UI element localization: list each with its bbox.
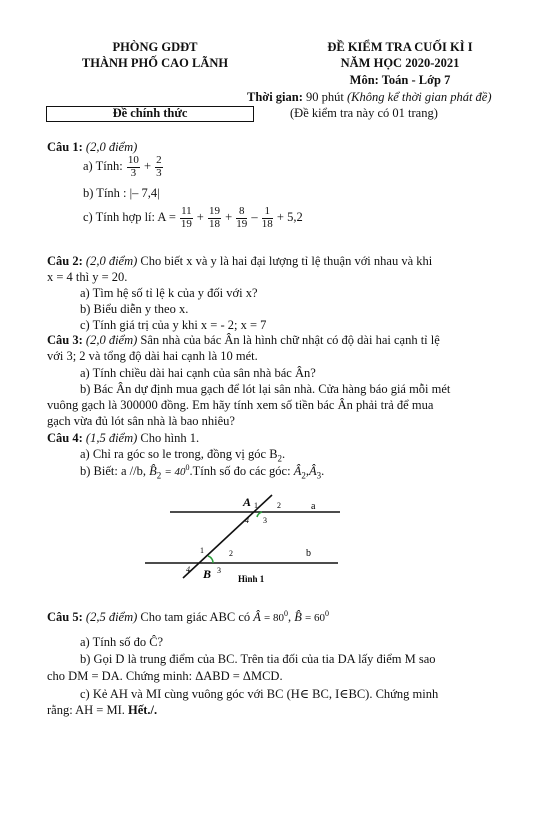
- q2-title: Câu 2:: [47, 254, 83, 268]
- angle-b2-label: 2: [229, 549, 233, 558]
- angle-a3-label: 3: [263, 516, 267, 525]
- angle-b1-label: 1: [200, 546, 204, 555]
- q2-b: b) Biểu diễn y theo x.: [80, 302, 189, 316]
- q4-a: a) Chỉ ra góc so le trong, đồng vị góc $B_2$.: [80, 447, 286, 464]
- q1-points: (2,0 điểm): [85, 140, 138, 154]
- q5-c2: rằng: AH = MI. Hết./.: [47, 703, 158, 717]
- point-b-label: B: [203, 567, 212, 581]
- angle-b3-label: 3: [217, 566, 221, 575]
- q5-c1: c) Kẻ AH và MI cùng vuông góc với BC (H∈ BC, I∈BC). Chứng minh: [80, 687, 439, 701]
- q4-heading: Câu 4: (1,5 điểm) Cho hình 1.: [47, 431, 200, 445]
- q1-c-label: c) Tính hợp lí: A =: [83, 209, 176, 224]
- q1-title: Câu 1:: [47, 140, 83, 154]
- q2-c: c) Tính giá trị của y khi x = - 2; x = 7: [80, 318, 267, 332]
- q3-title: Câu 3:: [47, 333, 83, 347]
- transversal: [183, 495, 272, 578]
- exam-title: ĐỀ KIỂM TRA CUỐI KÌ I: [327, 40, 473, 54]
- q1-b-expr: |– 7,4|: [129, 186, 160, 200]
- fraction: $\frac{11}{19}$: [180, 205, 192, 230]
- q3-b2: vuông gạch là 300000 đồng. Em hãy tính xem số tiền bác Ân phải trả để mua: [47, 398, 434, 412]
- line-a-label: a: [311, 501, 316, 512]
- q2-line1: Câu 2: (2,0 điểm) Cho biết x và y là hai đại lượng tỉ lệ thuận với nhau và khi: [47, 254, 433, 268]
- subject: Môn: Toán - Lớp 7: [349, 73, 451, 87]
- time-value: 90 phút: [306, 90, 344, 104]
- fraction: $\frac{1}{18}$: [261, 205, 273, 230]
- q2-line2: x = 4 thì y = 20.: [47, 270, 128, 284]
- q2-a: a) Tìm hệ số tỉ lệ k của y đối với x?: [80, 286, 258, 300]
- q5-a: a) Tính số đo Ĉ?: [80, 635, 164, 649]
- q2-points: (2,0 điểm): [85, 254, 138, 268]
- header-department: PHÒNG GDĐT: [112, 40, 198, 54]
- end-mark: Hết./.: [128, 703, 158, 717]
- q3-line2: với 3; 2 và tổng độ dài hai cạnh là 10 mét.: [47, 349, 258, 363]
- school-year: NĂM HỌC 2020-2021: [340, 56, 460, 70]
- q5-b2: cho DM = DA. Chứng minh: ΔABD = ΔMCD.: [47, 669, 283, 683]
- line-b-label: b: [306, 548, 311, 559]
- angle-a4-label: 4: [245, 516, 249, 525]
- figure-caption: Hình 1: [238, 574, 265, 584]
- q4-points: (1,5 điểm): [85, 431, 138, 445]
- q1-b-label: b) Tính :: [83, 186, 127, 200]
- q1-a: a) Tính: $\frac{10}{3}$ + $\frac{2}{3}$: [83, 154, 162, 179]
- angle-b-arc: [208, 556, 213, 563]
- q5-title: Câu 5:: [47, 610, 83, 625]
- q4-title: Câu 4:: [47, 431, 83, 445]
- q5-points: (2,5 điểm): [85, 610, 138, 625]
- q3-a: a) Tính chiều dài hai cạnh của sân nhà bác Ân?: [80, 366, 316, 380]
- point-a-label: A: [243, 495, 252, 509]
- time-note: (Không kể thời gian phát đề): [347, 90, 492, 104]
- q3-line1: Câu 3: (2,0 điểm) Sân nhà của bác Ân là hình chữ nhật có độ dài hai cạnh tỉ lệ: [47, 333, 440, 347]
- official-label: Đề chính thức: [112, 106, 188, 120]
- fraction: $\frac{8}{19}$: [236, 205, 248, 230]
- q3-points: (2,0 điểm): [85, 333, 138, 347]
- fraction: $\frac{19}{18}$: [208, 205, 220, 230]
- time-label: Thời gian:: [247, 90, 303, 104]
- pages-note: (Đề kiểm tra này có 01 trang): [290, 106, 438, 120]
- fraction: $\frac{2}{3}$: [156, 154, 162, 179]
- header-city: THÀNH PHỐ CAO LÃNH: [81, 56, 229, 70]
- q5-b1: b) Gọi D là trung điểm của BC. Trên tia đối của tia DA lấy điểm M sao: [80, 652, 436, 666]
- q3-b3: gạch vừa đủ lót sân nhà là bao nhiêu?: [47, 414, 235, 428]
- angle-a1-label: 1: [254, 501, 258, 510]
- angle-a2-label: 2: [277, 501, 281, 510]
- q3-b1: b) Bác Ân dự định mua gạch để lót lại sân nhà. Cửa hàng báo giá mỗi mét: [80, 382, 451, 396]
- q5-heading: Câu 5: (2,5 điểm) Cho tam giác ABC có Â = $80^0$, B̂ = $60^0$: [47, 609, 329, 625]
- q1-c: c) Tính hợp lí: A = $\frac{11}{19}$ + $\frac{19}{18}$ + $\frac{8}{19}$ – $\frac{1}{18}$ + 5,2: [83, 205, 303, 230]
- q1-a-label: a) Tính:: [83, 158, 123, 173]
- fraction: $\frac{10}{3}$: [127, 154, 139, 179]
- angle-b4-label: 4: [186, 565, 190, 574]
- q4-b: b) Biết: a //b, $B̂_2$ = $40^0.Tính$ số đo các góc: $Â_2,Â_3$.: [80, 463, 325, 481]
